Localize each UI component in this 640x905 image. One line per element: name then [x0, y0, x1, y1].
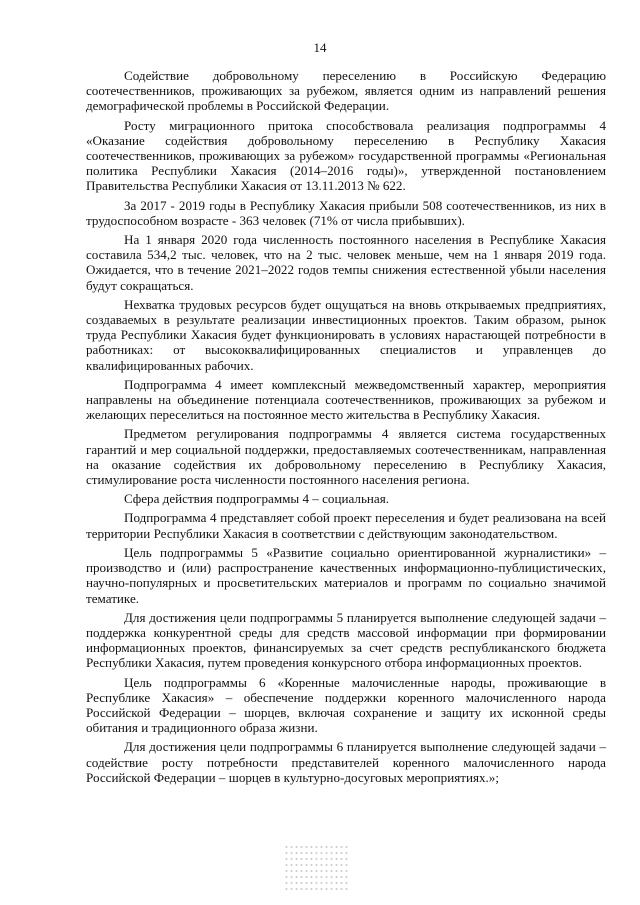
paragraph: Росту миграционного притока способствовала реализация подпрограммы 4 «Оказание содействия добровольному переселению в Республику Хакасия соотечественников, проживающих за рубежом» государственной программы «Региональная политика Республики Хакасия (2014–2016 годы)», утвержденной постановлением Правительства Республики Хакасия от 13.11.2013 № 622. — [86, 117, 606, 194]
paragraph: Цель подпрограммы 5 «Развитие социально ориентированной журналистики» – производство и (или) распространение качественных информационно-публицистических, научно-популярных и просветительских материалов и программ по социально значимой тематике. — [86, 544, 606, 606]
paragraph: Для достижения цели подпрограммы 5 планируется выполнение следующей задачи – поддержка конкурентной среды для средств массовой информации при формировании информационных проектов, финансируемых за счет средств республиканского бюджета Республики Хакасия, путем проведения конкурсного отбора информационных проектов. — [86, 609, 606, 671]
page-number: 14 — [313, 40, 327, 55]
paragraph: Нехватка трудовых ресурсов будет ощущаться на вновь открываемых предприятиях, создаваемых в результате реализации инвестиционных проектов. Таким образом, рынок труда Республики Хакасия будет функционировать в условиях нарастающей потребности в работниках: от высококвалифицированных специалистов и управленцев до квалифицированных рабочих. — [86, 296, 606, 373]
paragraph: За 2017 - 2019 годы в Республику Хакасия прибыли 508 соотечественников, из них в трудоспособном возрасте - 363 человек (71% от числа прибывших). — [86, 197, 606, 228]
paragraph: Подпрограмма 4 имеет комплексный межведомственный характер, мероприятия направлены на объединение потенциала соотечественников, проживающих за рубежом и желающих переселиться на постоянное место жительства в Республику Хакасия. — [86, 376, 606, 423]
paragraph: Содействие добровольному переселению в Российскую Федерацию соотечественников, проживающих за рубежом, является одним из направлений решения демографической проблемы в Российской Федерации. — [86, 68, 606, 114]
paragraph: Предметом регулирования подпрограммы 4 является система государственных гарантий и мер социальной поддержки, предоставляемых соотечественникам, направленная на оказание содействия их добровольному переселению в Республику Хакасия, стимулирование роста численности постоянного населения региона. — [86, 426, 606, 488]
paragraph: Цель подпрограммы 6 «Коренные малочисленные народы, проживающие в Республике Хакасия» – обеспечение поддержки коренного малочисленного народа Российской Федерации – шорцев, включая сохранение и защиту их исконной среды обитания и традиционного образа жизни. — [86, 674, 606, 736]
paragraph: Сфера действия подпрограммы 4 – социальная. — [124, 491, 390, 507]
paragraph: Для достижения цели подпрограммы 6 планируется выполнение следующей задачи – содействие росту потребности представителей коренного малочисленного народа Российской Федерации – шорцев в культурно-досуговых мероприятиях.»; — [86, 739, 606, 785]
paragraph: На 1 января 2020 года численность постоянного населения в Республике Хакасия составила 534,2 тыс. человек, что на 2 тыс. человек меньше, чем на 1 января 2019 года. Ожидается, что в течение 2021–2022 годов темпы снижения естественной убыли населения будут сокращаться. — [86, 232, 606, 293]
faint-stamp — [284, 844, 348, 890]
paragraph: Подпрограмма 4 представляет собой проект переселения и будет реализована на всей территории Республики Хакасия в соответствии с действующим законодательством. — [86, 510, 606, 541]
document-body — [86, 68, 606, 785]
